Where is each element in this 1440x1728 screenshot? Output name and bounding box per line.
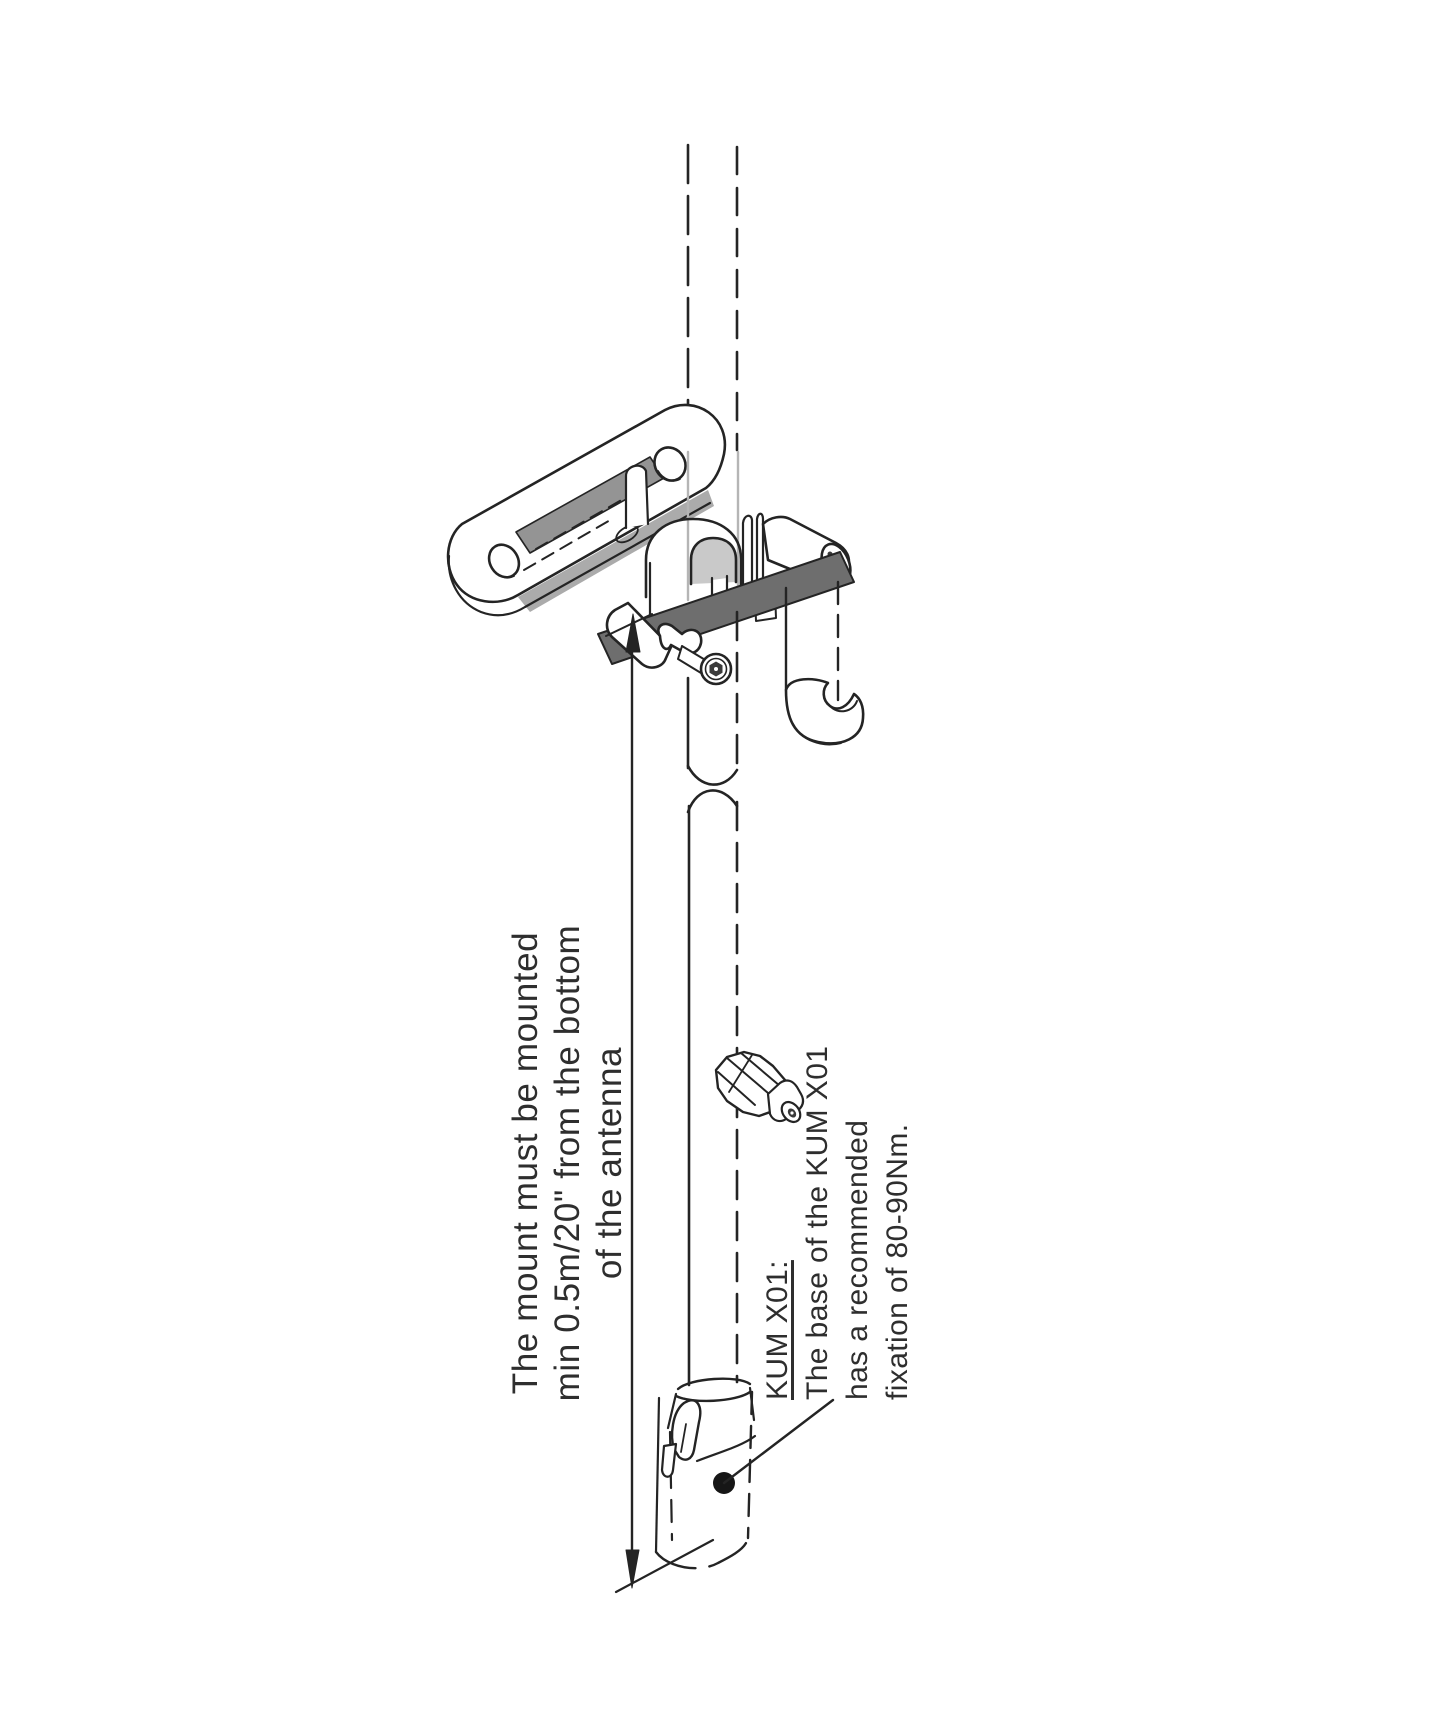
- antenna-mast-upper: [688, 145, 737, 450]
- kum-note-line: has a recommended: [841, 1119, 874, 1400]
- antenna-base: [656, 1379, 755, 1568]
- kum-note-line: fixation of 80-90Nm.: [881, 1123, 914, 1400]
- kum-note-heading: KUM X01:: [761, 1260, 794, 1400]
- mount-distance-note: [505, 873, 631, 1453]
- kum-note-line: The base of the KUM X01: [801, 1045, 834, 1400]
- mount-note-line: The mount must be mounted: [506, 931, 545, 1395]
- leader-line: [713, 1400, 833, 1494]
- mount-bracket: [448, 405, 856, 664]
- mount-note-line: min 0.5m/20" from the bottom: [548, 924, 587, 1402]
- antenna-mast-lower: [688, 612, 737, 1385]
- kum-torque-note: [758, 980, 918, 1400]
- retaining-hook: [786, 582, 863, 744]
- mount-note-line: of the antenna: [590, 1046, 629, 1280]
